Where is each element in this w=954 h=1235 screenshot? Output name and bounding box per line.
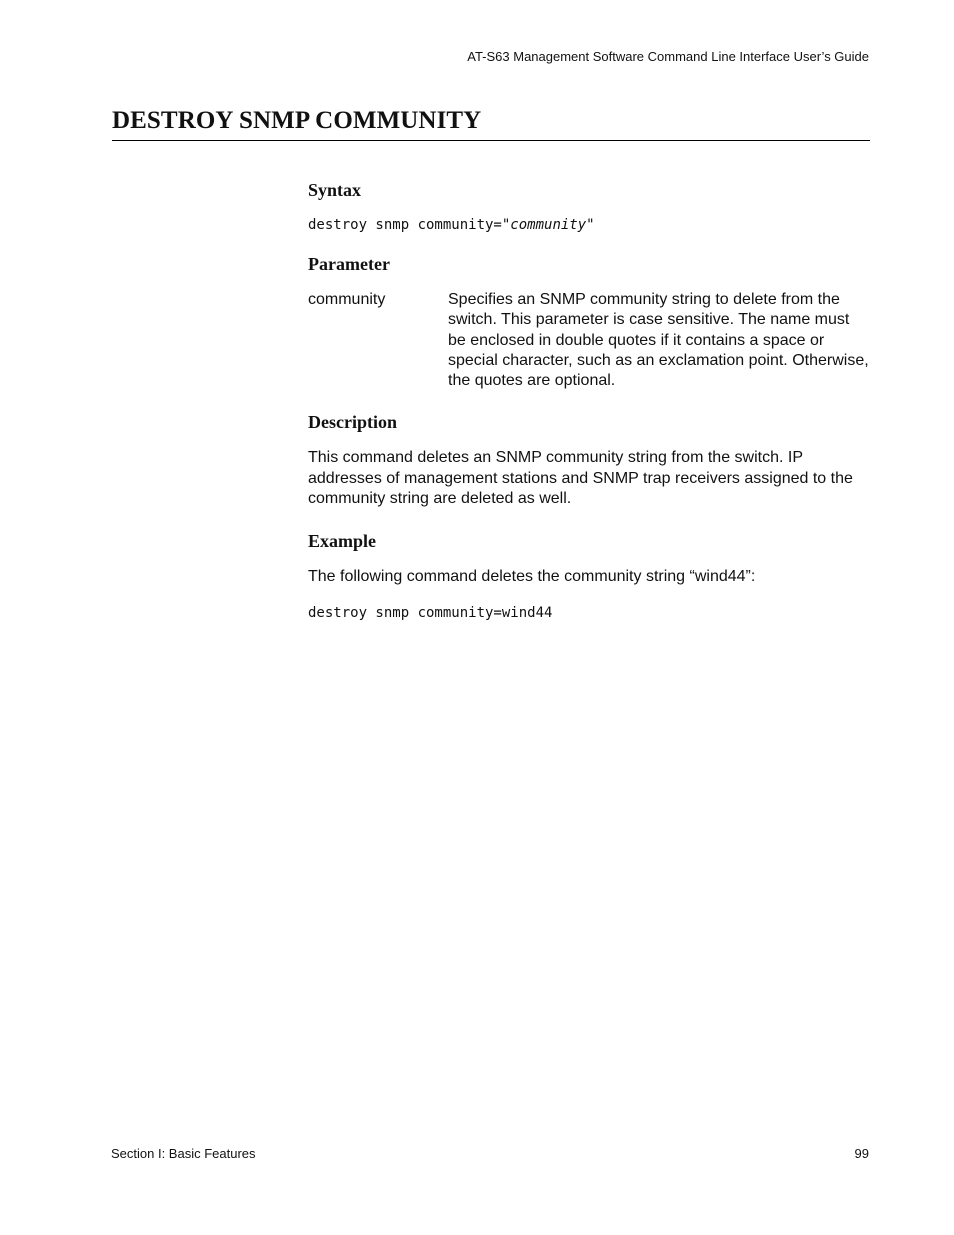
example-intro: The following command deletes the community string “wind44”: [308,567,756,585]
syntax-section [308,178,870,235]
syntax-command [308,215,870,235]
footer-section-label: Section I: Basic Features [111,1146,256,1161]
parameter-name: community [308,291,386,308]
description-text: This command deletes an SNMP community string from the switch. IP addresses of management stations and SNMP trap receivers assigned to the community string are deleted as well. [308,449,853,508]
parameter-section [308,252,870,391]
syntax-command-param: community [510,217,587,233]
page-title: DESTROY SNMP COMMUNITY [112,107,482,134]
syntax-command-prefix: destroy snmp community=" [308,217,511,233]
main-content [308,178,870,623]
parameter-heading: Parameter [308,254,390,274]
example-section [308,529,870,624]
parameter-description: Specifies an SNMP community string to delete from the switch. This parameter is case sensitive. The name must be enclosed in double quotes if it contains a space or special character, such as an exclamation point. Otherwise, the quotes are optional. [448,291,869,390]
syntax-command-suffix: " [586,217,595,233]
description-section [308,410,870,510]
footer-page-number: 99 [854,1146,869,1161]
example-heading: Example [308,530,377,551]
parameter-row [308,290,870,391]
running-header: AT-S63 Management Software Command Line Interface User’s Guide [467,49,869,64]
title-rule [112,140,870,141]
syntax-heading: Syntax [308,180,362,200]
description-heading: Description [308,412,397,433]
example-command: destroy snmp community=wind44 [308,605,553,622]
